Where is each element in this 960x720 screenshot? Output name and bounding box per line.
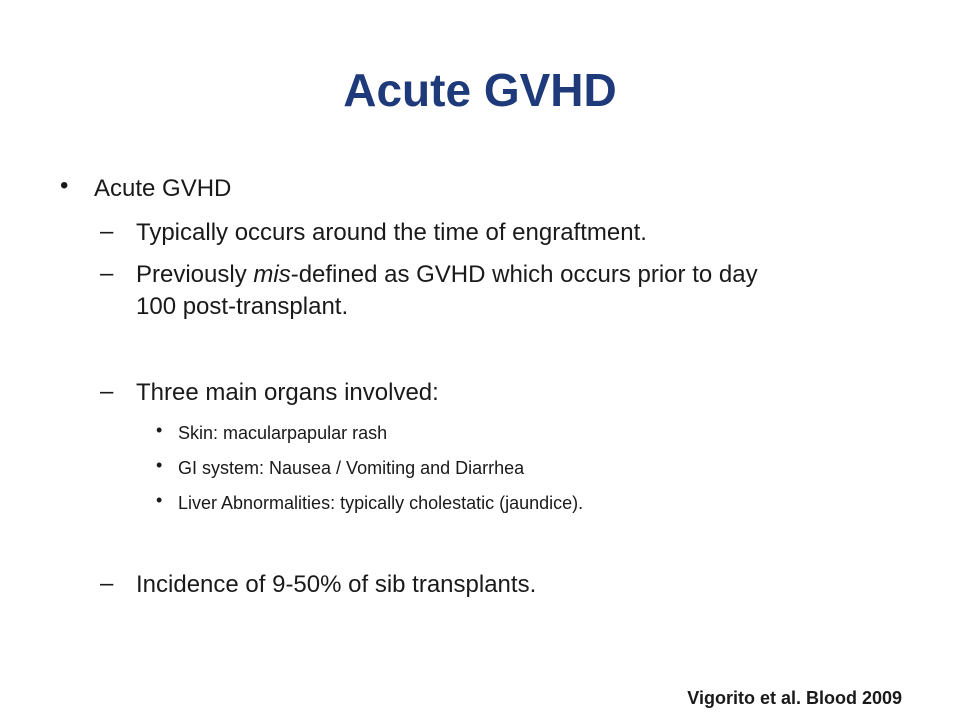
bullet-dot-icon: • [156,490,163,510]
organ-item-gi: GI system: Nausea / Vomiting and Diarrhea [178,458,525,478]
bullet-dot-icon: • [156,420,163,440]
dash-icon: – [100,218,114,245]
misdefined-emphasis: mis [253,261,291,288]
bullet-dot-icon: • [156,455,163,475]
sub-item-misdefined-continued: 100 post-transplant. [136,293,349,320]
misdefined-prefix: Previously [136,261,254,288]
bullet-dot-icon: • [60,172,69,199]
sub-item-incidence: Incidence of 9-50% of sib transplants. [136,571,537,598]
sub-item-misdefined [136,260,758,290]
slide-title: Acute GVHD [343,64,617,116]
citation: Vigorito et al. Blood 2009 [687,688,902,708]
misdefined-suffix: -defined as GVHD which occurs prior to day [290,261,758,288]
dash-icon: – [100,378,114,405]
dash-icon: – [100,260,114,287]
sub-item-engraftment: Typically occurs around the time of engraftment. [136,219,647,246]
organ-item-liver: Liver Abnormalities: typically cholestatic (jaundice). [178,493,584,513]
organ-item-skin: Skin: macularpapular rash [178,423,388,443]
sub-item-organs: Three main organs involved: [136,379,439,406]
bullet-acute-gvhd: Acute GVHD [94,175,232,202]
dash-icon: – [100,570,114,597]
